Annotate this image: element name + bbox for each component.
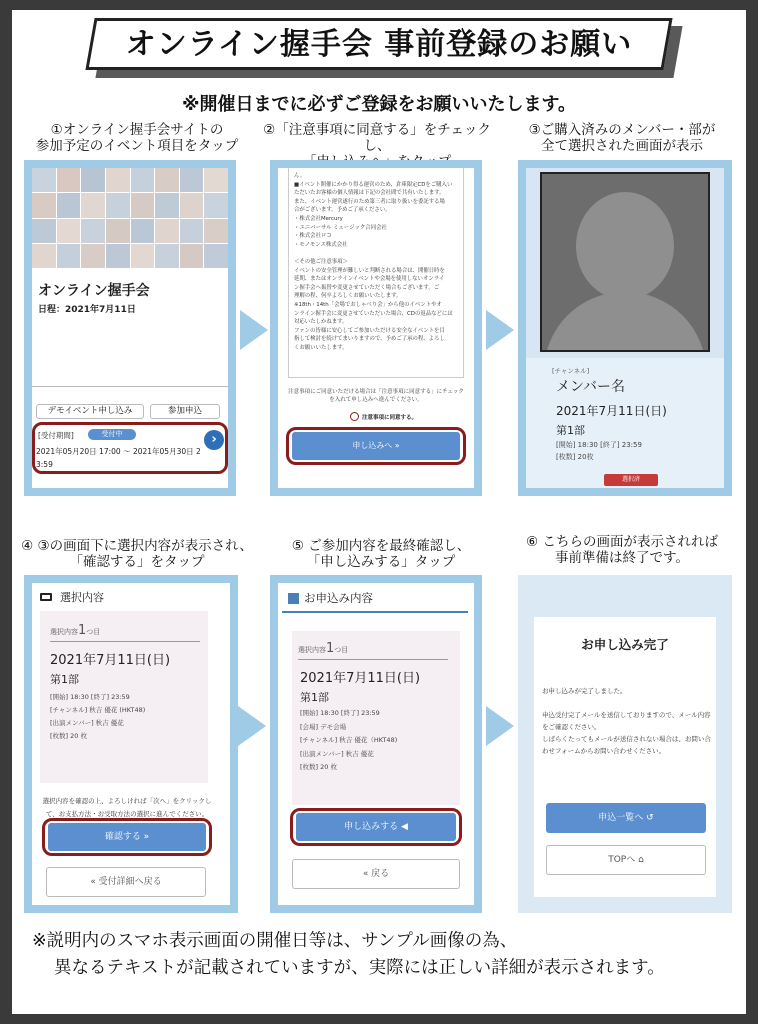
demo-event-button[interactable]: デモイベント申し込み (36, 404, 144, 419)
highlight-box (286, 427, 466, 465)
agree-label: 注意事項に同意する。 (362, 415, 418, 421)
terms-line (294, 249, 458, 258)
terms-text-box[interactable] (288, 168, 464, 378)
highlight-box (42, 818, 212, 856)
terms-line: ファンの皆様に安心してご参加いただける安全なイベントを目 (294, 327, 445, 334)
footer-note (32, 928, 752, 982)
step-4-screen (32, 583, 230, 905)
terms-line: また、イベント運営遂行のため第三者に取り扱いを委託する場 (294, 198, 445, 205)
arrow-right-icon (486, 706, 514, 746)
event-details: [開始] 18:30 [終了] 23:59 [会場] デモ会場 [チャンネル] 秋吉 優花（HKT48) [出演メンバー] 秋吉 優花 [枚数] 20 枚 (300, 709, 398, 771)
period-text-2: 3:59 (36, 460, 53, 469)
submit-application-button[interactable]: 申し込みする ◀ (296, 813, 456, 841)
terms-line: ・株式会社ロコ (294, 233, 332, 240)
terms-line: ただいたお客様の個人情報は下記の会社間で共有いたします。 (294, 190, 445, 197)
event-date: 2021年7月11日(日) (556, 404, 667, 418)
step-3-label: ③ご購入済みのメンバー・部が 全て選択された画面が表示 (528, 122, 716, 154)
terms-line: ンライン握手会に変更させていただいた場合、CDの返品などには (294, 310, 453, 317)
highlight-box (32, 422, 228, 474)
page (12, 10, 746, 1014)
section-header: 選択内容 (60, 591, 104, 604)
terms-line: くお願いいたします。 (294, 344, 348, 351)
join-button[interactable]: 参加申込 (150, 404, 220, 419)
member-photo-grid (32, 168, 228, 268)
step-4-frame (24, 575, 238, 913)
step-6-screen (526, 583, 724, 905)
step-5-screen (278, 583, 474, 905)
step-2-frame (270, 160, 482, 496)
event-date: 2021年7月11日(日) (300, 671, 421, 686)
step-1-screen (32, 168, 228, 488)
terms-line: ン握手会へ振替や変更させていただく場合もございます。ご (294, 284, 440, 291)
step-1-frame (24, 160, 236, 496)
back-to-details-button[interactable]: « 受付詳細へ戻る (46, 867, 206, 897)
event-title: オンライン握手会 (38, 283, 150, 299)
event-part: 第1部 (300, 691, 329, 704)
terms-line: 指して検討を続けてまいりますので、予めご了承の程、よろし (294, 336, 445, 343)
terms-line: ・モノモンス株式会社 (294, 241, 348, 248)
top-page-button[interactable]: TOPへ ⌂ (546, 845, 706, 875)
arrow-right-icon (238, 706, 266, 746)
arrow-right-icon (240, 310, 268, 350)
section-header: お申込み内容 (304, 591, 373, 605)
terms-line: イベントの安全管理が難しいと判断される場合は、開催日時を (294, 267, 445, 274)
event-date: 2021年7月11日(日) (50, 653, 171, 668)
member-name: メンバー名 (556, 379, 626, 395)
arrow-right-icon (486, 310, 514, 350)
member-placeholder-image (540, 172, 710, 352)
step-3-screen (526, 168, 724, 488)
terms-line: 理解の程、何卒よろしくお願いいたします。 (294, 293, 402, 300)
completion-message: お申し込みが完了しました。 申込受付完了メールを送信しておりますので、メール内容をご確認ください。 しばらくたってもメールが送信されない場合は、お問い合わせフォームからお問い合わせください。 (542, 687, 711, 755)
step-2-screen (278, 168, 474, 488)
page-title: オンライン握手会 事前登録のお願い (125, 27, 633, 62)
step-4-label: ④ ③の画面下に選択内容が表示され、 「確認する」をタップ (21, 538, 253, 570)
ticket-count: [枚数] 20枚 (556, 453, 594, 461)
step-5-label: ⑤ ご参加内容を最終確認し、 「申し込みする」タップ (291, 538, 471, 570)
step-3-frame (518, 160, 732, 496)
divider (50, 641, 200, 642)
notice-text: 注意事項にご同意いただける場合は「注意事項に同意する」にチェックを入れて申し込みへ進んでください。 (288, 389, 464, 403)
page-subtitle: ※開催日までに必ずご登録をお願いいたします。 (181, 94, 577, 115)
terms-line: 対応いたしかねます。 (294, 319, 348, 326)
terms-line: ・株式会社Mercury (294, 215, 343, 222)
event-time: [開始] 18:30 [終了] 23:59 (556, 441, 642, 449)
step-2-label: ②「注意事項に同意する」をチェックし、 (263, 122, 491, 154)
event-details: [開始] 18:30 [終了] 23:59 [チャンネル] 秋吉 優花 (HKT48) [出演メンバー] 秋吉 優花 [枚数] 20 枚 (50, 693, 146, 740)
highlight-box (290, 808, 462, 846)
event-date: 日程：2021年7月11日 (38, 305, 136, 315)
event-part: 第1部 (556, 424, 585, 437)
instruction-text: 選択内容を確認の上、よろしければ「次へ」をクリックして、お支払方法・お受取方法の選択に進んでください。 (42, 797, 212, 818)
terms-line: ん。 (294, 173, 306, 179)
chevron-right-icon[interactable]: › (204, 430, 224, 450)
footer-line-1: ※説明内のスマホ表示画面の開催日等は、サンプル画像の為、 (32, 931, 518, 951)
period-text: 2021年05月20日 17:00 〜 2021年05月30日 2 (36, 447, 201, 456)
apply-button[interactable]: 申し込みへ » (292, 432, 460, 460)
step-6-label: ⑥ こちらの画面が表示されれば 事前準備は終了です。 (526, 534, 718, 566)
terms-line: ＜その他ご注意事項＞ (294, 258, 348, 265)
footer-line-2: 異なるテキストが記載されていますが、実際には正しい詳細が表示されます。 (54, 958, 665, 978)
terms-line: ・ユニバーサル ミュージック合同会社 (294, 224, 387, 231)
event-part: 第1部 (50, 673, 79, 686)
terms-line: ※18th・14th「会場でおしゃべり会」から他のイベントやオ (294, 301, 442, 308)
confirm-button[interactable]: 確認する » (48, 823, 206, 851)
step-5-frame (270, 575, 482, 913)
slot-label: 選択内容1つ目 (298, 641, 349, 656)
divider (298, 659, 448, 660)
channel-label: [チャンネル] (552, 367, 590, 375)
period-label: [受付期間] (38, 431, 74, 440)
header-underline (282, 611, 468, 613)
terms-line: ■イベント開催にかかり得る運営のため、倉庫限定CDをご購入い (294, 181, 453, 188)
selected-button[interactable]: 選択済 (604, 474, 658, 486)
divider (32, 386, 228, 387)
status-badge: 受付中 (88, 429, 136, 440)
back-button[interactable]: « 戻る (292, 859, 460, 889)
agree-checkbox[interactable] (350, 412, 359, 421)
step-1-label: ①オンライン握手会サイトの 参加予定のイベント項目をタップ (35, 122, 239, 154)
application-list-button[interactable]: 申込一覧へ ↺ (546, 803, 706, 833)
terms-line: 延期、またはオンラインイベントや会場を使用しないオンライ (294, 276, 445, 283)
slot-label: 選択内容1つ目 (50, 623, 101, 638)
section-marker-icon (288, 593, 299, 604)
step-6-frame (518, 575, 732, 913)
list-icon (40, 593, 52, 601)
completion-title: お申し込み完了 (581, 637, 669, 652)
terms-line: 合がございます。予めご了承ください。 (294, 207, 391, 214)
